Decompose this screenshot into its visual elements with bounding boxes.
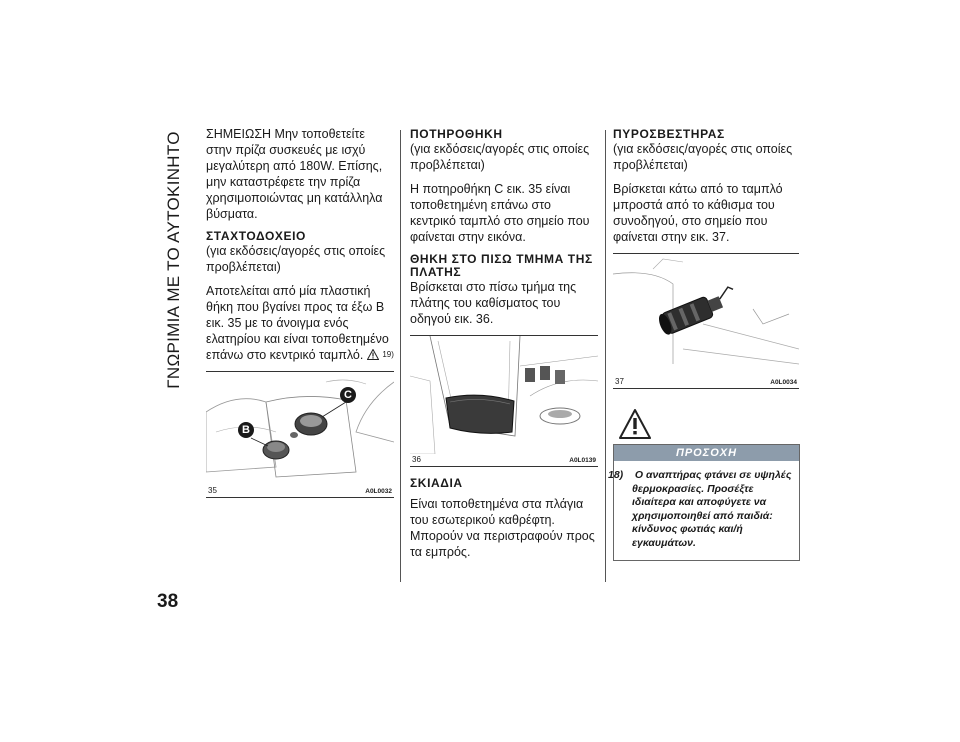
- label-c-text: C: [344, 389, 352, 401]
- figure-number: 37: [615, 377, 624, 386]
- figure-36: [410, 335, 598, 467]
- console-illustration: [206, 372, 394, 482]
- label-b-text: B: [242, 424, 250, 436]
- warning-triangle-icon: [367, 349, 379, 360]
- sun-visors-heading: ΣΚΙΑΔΙΑ: [410, 476, 463, 490]
- figure-number: 35: [208, 486, 217, 495]
- column-2: [410, 126, 598, 568]
- extinguisher-illustration: [613, 254, 799, 374]
- figure-35: [206, 371, 394, 498]
- figure-code: A0L0034: [770, 379, 797, 386]
- ashtray-text: Αποτελείται από μία πλαστική θήκη που βγαίνει προς τα έξω B εικ. 35 με το άνοιγμα ενός ελατηρίου και είναι τοποθετημένο επάνω στο κεντρικό ταμπλό.: [206, 284, 389, 362]
- seatback-pocket-description: Βρίσκεται στο πίσω τμήμα της πλάτης του καθίσματος του οδηγού εικ. 36.: [410, 280, 577, 326]
- warning-triangle-icon: [618, 408, 652, 440]
- chapter-side-title: [162, 130, 186, 390]
- ashtray-availability: (για εκδόσεις/αγορές στις οποίες προβλέπεται): [206, 244, 386, 274]
- figure-code: A0L0032: [365, 488, 392, 495]
- label-badge-c: [340, 387, 356, 403]
- chapter-title-text: ΓΝΩΡΙΜΙΑ ΜΕ ΤΟ ΑΥΤΟΚΙΝΗΤΟ: [164, 131, 183, 389]
- cupholder-heading: ΠΟΤΗΡΟΘΗΚΗ: [410, 127, 503, 141]
- figure-37: [613, 253, 799, 389]
- figure-code: A0L0139: [569, 457, 596, 464]
- column-3: [613, 126, 799, 399]
- warning-number: 18): [608, 469, 624, 481]
- warning-reference: 19): [382, 350, 394, 359]
- cupholder-description: Η ποτηροθήκη C εικ. 35 είναι τοποθετημένη επάνω στο κεντρικό ταμπλό στο σημείο που φαίνεται στην εικόνα.: [410, 182, 590, 244]
- seatback-pocket-illustration: [410, 336, 598, 454]
- seatback-pocket-heading: ΘΗΚΗ ΣΤΟ ΠΙΣΩ ΤΜΗΜΑ ΤΗΣ ΠΛΑΤΗΣ: [410, 252, 593, 279]
- ashtray-heading: ΣΤΑΧΤΟΔΟΧΕΙΟ: [206, 229, 306, 243]
- cupholder-availability: (για εκδόσεις/αγορές στις οποίες προβλέπεται): [410, 142, 590, 172]
- warning-message: Ο αναπτήρας φτάνει σε υψηλές θερμοκρασίες. Προσέξτε ιδιαίτερα και αποφύγετε να χρησιμοποιηθεί από παιδιά: κίνδυνος φωτιάς και/ή εγκαυμάτων.: [632, 469, 792, 549]
- ashtray-description: [206, 283, 394, 363]
- sun-visors-description: Είναι τοποθετημένα στα πλάγια του εσωτερικού καθρέφτη. Μπορούν να περιστραφούν προς τα εμπρός.: [410, 497, 595, 559]
- extinguisher-availability: (για εκδόσεις/αγορές στις οποίες προβλέπεται): [613, 142, 793, 172]
- warning-text: [608, 461, 799, 560]
- column-1: [206, 126, 394, 508]
- warning-box: [608, 444, 800, 561]
- page-number: 38: [157, 591, 179, 612]
- extinguisher-heading: ΠΥΡΟΣΒΕΣΤΗΡΑΣ: [613, 127, 725, 141]
- label-badge-b: [238, 422, 254, 438]
- column-divider: [605, 130, 606, 582]
- column-divider: [400, 130, 401, 582]
- warning-heading: ΠΡΟΣΟΧΗ: [614, 445, 799, 461]
- warning-body: [608, 469, 793, 550]
- figure-number: 36: [412, 455, 421, 464]
- power-socket-note: ΣΗΜΕΙΩΣΗ Μην τοποθετείτε στην πρίζα συσκευές με ισχύ μεγαλύτερη από 180W. Επίσης, μην καταστρέφετε την πρίζα χρησιμοποιώντας μη κατάλληλα βύσματα.: [206, 127, 383, 221]
- extinguisher-description: Βρίσκεται κάτω από το ταμπλό μπροστά από το κάθισμα του συνοδηγού, στο σημείο που φαίνεται στην εικ. 37.: [613, 182, 783, 244]
